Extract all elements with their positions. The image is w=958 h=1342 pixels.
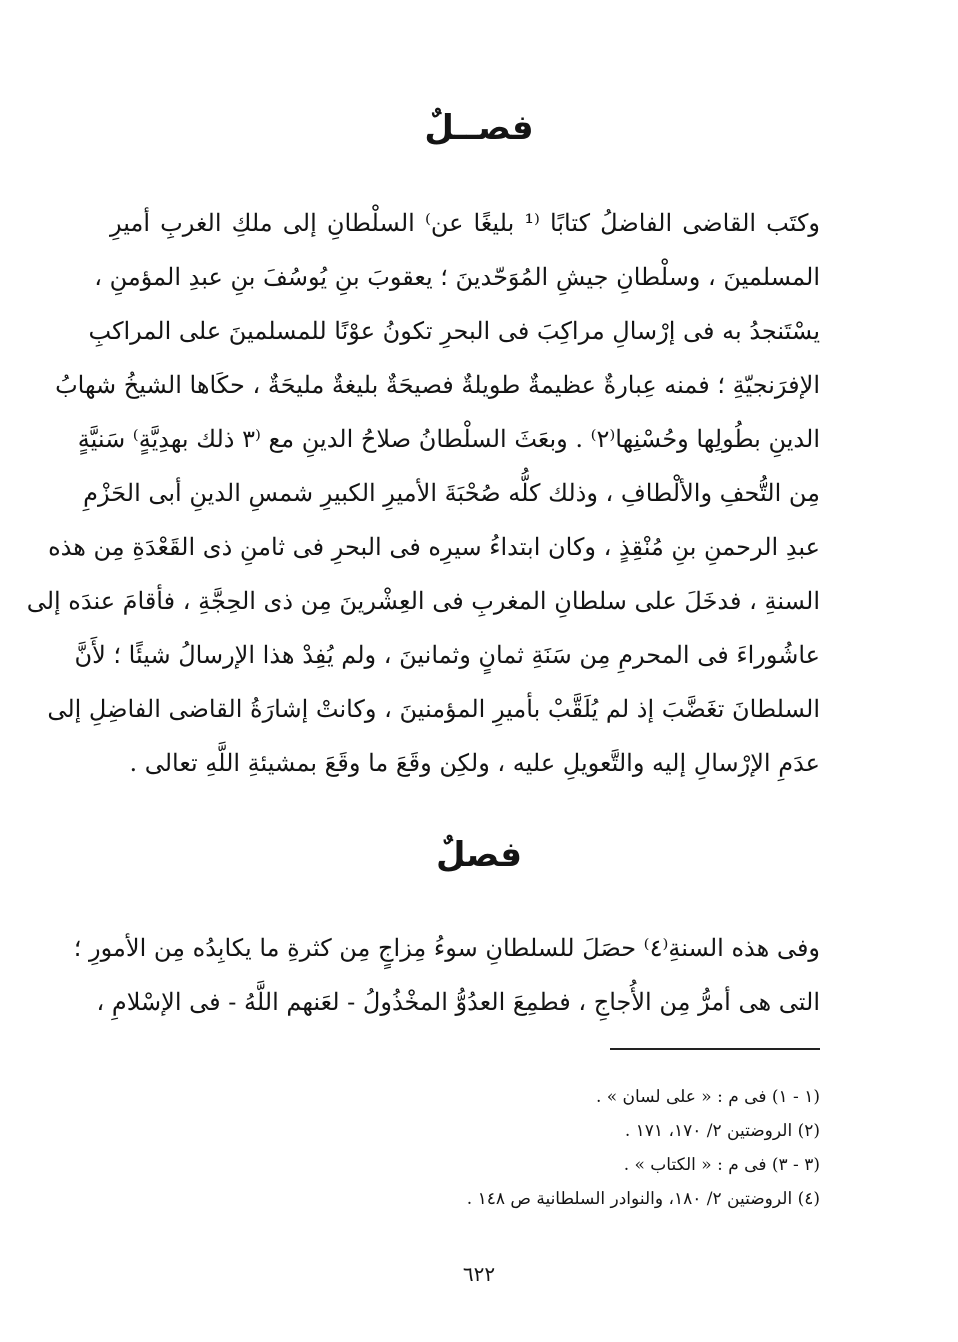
section-heading-2: فصلٌ bbox=[435, 835, 523, 875]
footnote: (١ - ١) فى م : « على لسان » . bbox=[595, 1087, 820, 1107]
paragraph-line: وكتَب القاضى الفاضلُ كتابًا ⁽¹ بليغًا عن⁾ السلْطانِ إلى ملكِ الغربِ أميرِ bbox=[110, 209, 820, 237]
paragraph-line: عاشُوراءَ فى المحرمِ مِن سَنَةِ ثمانٍ وثمانينَ ، ولم يُفِدْ هذا الإرسالُ شيئًا ؛ لأَنَّ bbox=[74, 641, 820, 669]
footnote: (٤) الروضتين ٢/ ١٨٠، والنوادر السلطانية ص ١٤٨ . bbox=[466, 1189, 820, 1209]
paragraph-line: يسْتَنجدُ به فى إرْسالِ مراكِبَ فى البحرِ تكونُ عوْنًا للمسلمينَ على المراكبِ bbox=[88, 317, 820, 345]
paragraph-1 bbox=[26, 196, 820, 790]
section-heading-1: فصــلٌ bbox=[424, 108, 534, 148]
paragraph-line: عبدِ الرحمنِ بنِ مُنْقِذٍ ، وكان ابتداءُ سيرِه فى البحرِ فى ثامنِ ذى القَعْدَةِ مِن هذه bbox=[48, 533, 820, 561]
paragraph-line: السنةِ ، فدخَلَ على سلطانِ المغربِ فى العِشْرينَ مِن ذى الحِجَّةِ ، فأقامَ عندَه إلى bbox=[26, 587, 820, 615]
paragraph-line: مِن التُّحفِ والألْطافِ ، وذلك كلُّه صُحْبَةَ الأميرِ الكبيرِ شمسِ الدينِ أبى الحَزْمِ bbox=[83, 479, 820, 507]
paragraph-line: السلطانَ تغَضَّبَ إذ لم يُلَقَّبْ بأميرِ المؤمنينَ ، وكانتْ إشارَةُ القاضى الفاضِلِ إلى bbox=[47, 695, 820, 723]
footnote: (٣ - ٣) فى م : « الكتاب » . bbox=[623, 1155, 820, 1175]
paragraph-line: الدينِ بطُولِها وحُسْنِها⁽٢⁾ . وبعَثَ السلْطانُ صلاحُ الدينِ مع ⁽٣ ذلك بهدِيَّةٍ⁾ سَنيَّةٍ bbox=[77, 425, 820, 453]
paragraph-line: التى هى أمرُّ مِن الأُجاجِ ، فطمِعَ العدُوُّ المخْذُولُ - لعَنهم اللَّهُ - فى الإسْلامِ ، bbox=[96, 988, 820, 1016]
paragraph-2 bbox=[73, 921, 820, 1029]
footnote-divider bbox=[610, 1048, 820, 1050]
page-number: ٦٢٢ bbox=[462, 1262, 496, 1286]
paragraph-line: وفى هذه السنةِ⁽٤⁾ حصَلَ للسلطانِ سوءُ مِزاجٍ مِن كثرةِ ما يكابِدُه مِن الأمورِ ؛ bbox=[73, 934, 820, 962]
footnotes bbox=[110, 1080, 820, 1216]
footnote: (٢) الروضتين ٢/ ١٧٠، ١٧١ . bbox=[624, 1121, 820, 1141]
paragraph-line: المسلمينَ ، وسلْطانِ جيشِ المُوَحّدينَ ؛ يعقوبَ بنِ يُوسُفَ بنِ عبدِ المؤمنِ ، bbox=[94, 263, 820, 291]
paragraph-line: عدَمِ الإرْسالِ إليه والتَّعويلِ عليه ، ولكِن وقَعَ ما وقَعَ بمشيئةِ اللَّهِ تعالى . bbox=[129, 749, 820, 777]
paragraph-line: الإفرَنجيّةِ ؛ فمنه عِبارةٌ عظيمةٌ طويلةٌ فصيحَةٌ بليغةٌ مليحَةٌ ، حكَاها الشيخُ شهابُ bbox=[55, 371, 820, 399]
